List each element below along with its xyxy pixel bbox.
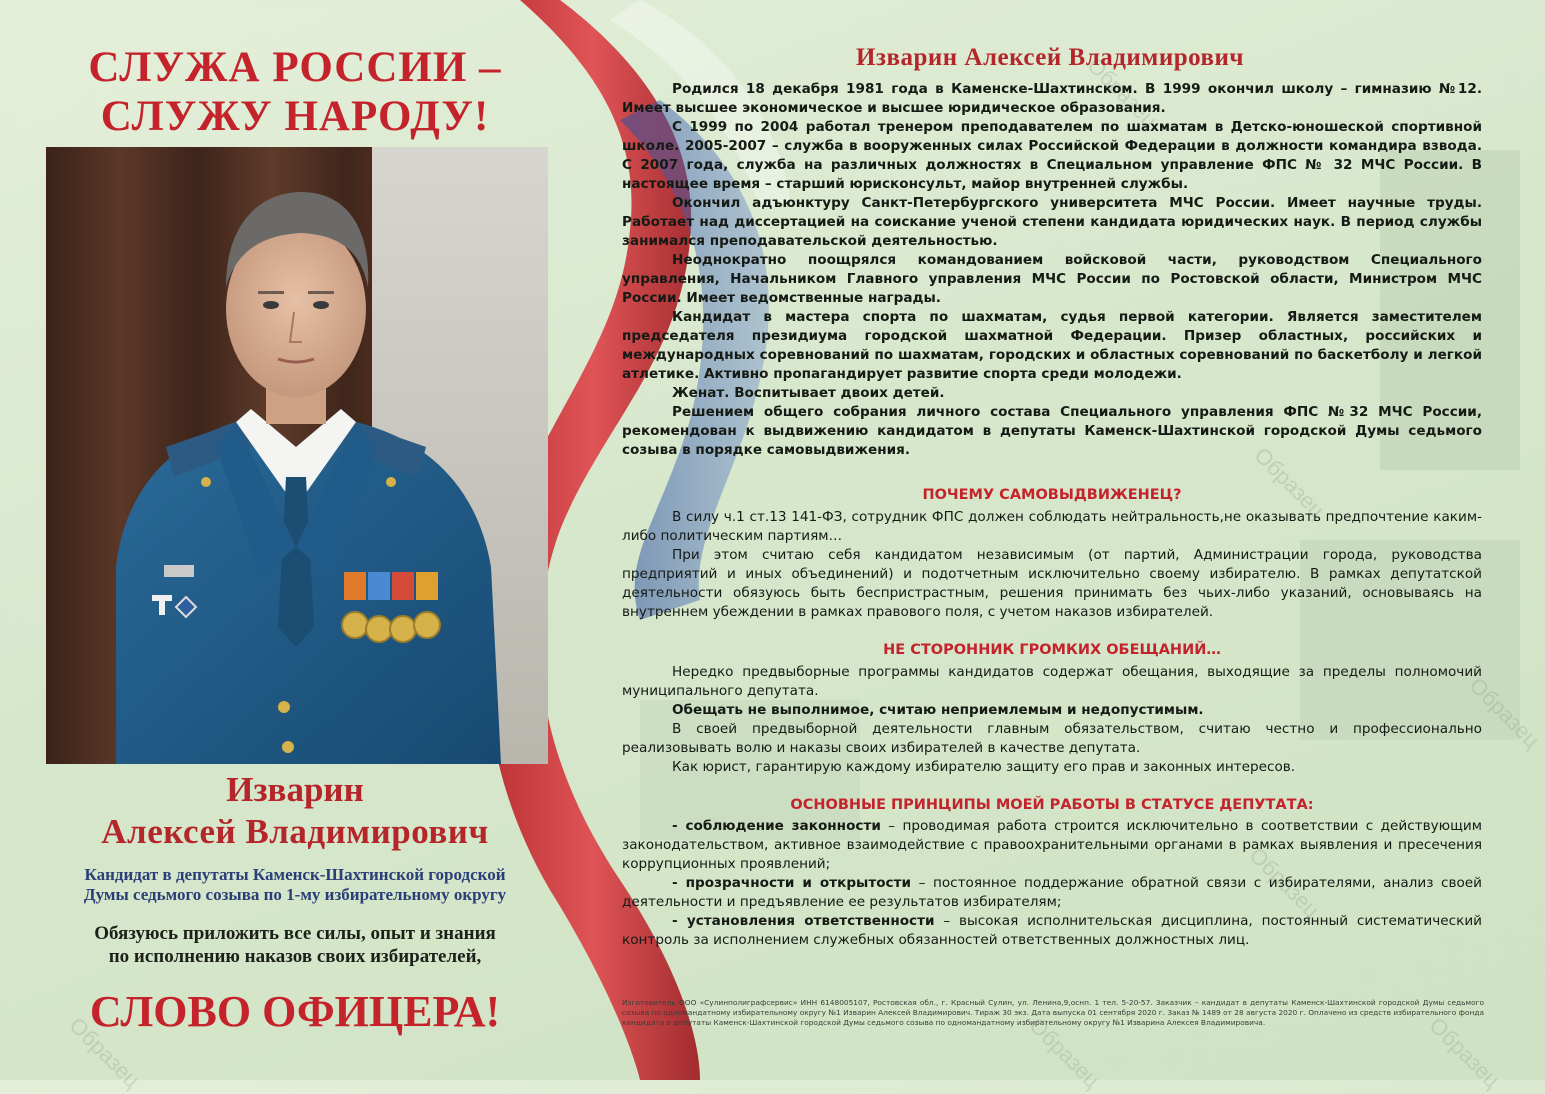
principle-item — [622, 874, 1482, 912]
principle-text: – высокая исполнительская дисциплина, постоянный систематический контроль за исполнением служебных обязанностей ответственных должностных лиц. — [622, 913, 1483, 948]
watermark: Образец — [1424, 1012, 1505, 1093]
section-why-self-nominated-text — [622, 508, 1482, 622]
section-principles-list — [622, 817, 1482, 950]
bio-paragraph: Кандидат в мастера спорта по шахматам, судья первой категории. Является заместителем председателя президиума городской шахматной Федерации. Призер областных, российских и международных соревнований по шахматам, городских и областных соревнований по баскетболу и легкой атлетике. Активно пропагандирует развитие спорта среди молодежи. — [622, 309, 1482, 382]
bio-paragraph: С 1999 по 2004 работал тренером преподавателем по шахматам в Детско-юношеской спортивной школе. 2005-2007 – служба в вооруженных силах Российской Федерации в должности командира взвода. С 2007 года, служба на различных должностях в Специальном управление ФПС № 32 МЧС России. В настоящее время – старший юрисконсульт, майор внутренней службы. — [622, 119, 1482, 192]
principle-lead: - прозрачности и открытости — [672, 875, 912, 891]
pledge-line-1: Обязуюсь приложить все силы, опыт и знания — [94, 923, 496, 944]
principle-text: – постоянное поддержание обратной связи с избирателями, анализ своей деятельности и предъявление ее результатов избирателям; — [622, 875, 1482, 910]
print-imprint — [622, 998, 1484, 1028]
section-paragraph: Как юрист, гарантирую каждому избирателю защиту его прав и законных интересов. — [672, 759, 1296, 775]
watermark: Образец — [1082, 52, 1163, 133]
section-paragraph-emphasis: Обещать не выполнимое, считаю неприемлемым и недопустимым. — [672, 702, 1204, 718]
candidate-name-patronymic: Алексей Владимирович — [101, 812, 489, 851]
principle-lead: - соблюдение законности — [672, 818, 881, 834]
watermark: Образец — [1249, 442, 1330, 523]
slogan-line-2: СЛУЖУ НАРОДУ! — [100, 93, 490, 140]
bio-paragraph: Родился 18 декабря 1981 года в Каменске-Шахтинском. В 1999 окончил школу – гимназию №12. Имеет высшее экономическое и высшее юридическое образования. — [622, 81, 1482, 116]
candidate-surname: Изварин — [226, 770, 364, 809]
slogan-line-1: СЛУЖА РОССИИ – — [88, 44, 502, 91]
section-paragraph: Нередко предвыборные программы кандидатов содержат обещания, выходящие за пределы полномочий муниципального депутата. — [622, 664, 1482, 699]
bio-title: Изварин Алексей Владимирович — [855, 44, 1245, 71]
candidate-subtitle-line-2: Думы седьмого созыва по 1-му избирательному округу — [83, 885, 507, 904]
section-paragraph: В своей предвыборной деятельности главным обязательством, считаю честно и профессионально реализовывать волю и наказы своих избирателей в качестве депутата. — [622, 721, 1482, 756]
watermark: Образец — [1464, 672, 1545, 753]
candidate-subtitle-line-1: Кандидат в депутаты Каменск-Шахтинской городской — [84, 865, 506, 884]
officer-word-slogan: СЛОВО ОФИЦЕРА! — [89, 987, 501, 1036]
watermark: Образец — [1244, 842, 1325, 923]
section-paragraph: В силу ч.1 ст.13 141-ФЗ, сотрудник ФПС должен соблюдать нейтральность,не оказывать предпочтение каким-либо политическим партиям… — [622, 509, 1482, 544]
section-no-loud-promises-title: НЕ СТОРОННИК ГРОМКИХ ОБЕЩАНИЙ… — [883, 642, 1221, 658]
section-principles-title: ОСНОВНЫЕ ПРИНЦИПЫ МОЕЙ РАБОТЫ В СТАТУСЕ ДЕПУТАТА: — [790, 797, 1314, 813]
section-why-self-nominated-title: ПОЧЕМУ САМОВЫДВИЖЕНЕЦ? — [922, 487, 1182, 503]
principle-item — [622, 817, 1482, 874]
watermark: Образец — [1024, 1012, 1105, 1093]
portrait-illustration — [46, 147, 548, 764]
pledge-line-2: по исполнению наказов своих избирателей, — [108, 946, 482, 967]
principle-text: – проводимая работа строится исключительно в соответствии с действующим законодательством, активное взаимодействие с правоохранительными органами в рамках выявления и пресечения коррупционных проявлений; — [622, 818, 1482, 872]
candidate-portrait-photo — [46, 147, 548, 764]
imprint-text: Изготовитель ООО «Сулинполиграфсервис» ИНН 6148005107, Ростовская обл., г. Красный Сулин, ул. Ленина,9,оснп. 1 тел. 5-20-57. Заказчик – кандидат в депутаты Каменск-Шахтинской городской Думы седьмого созыва по одномандатному избирательному округу №1 Изварин Алексей Владимирович. Тираж 30 экз. Дата выпуска 01 сентября 2020 г. Заказ № 1489 от 28 августа 2020 г. Оплачено из средств избирательного фонда кандидата в депутаты Каменск-Шахтинской городской Думы седьмого созыва по одномандатному избирательному округу №1 Изварина Алексея Владимировича. — [622, 998, 1484, 1027]
bio-paragraph: Окончил адъюнктуру Санкт-Петербургского университета МЧС России. Имеет научные труды. Работает над диссертацией на соискание ученой степени кандидата юридических наук. В период службы занимался преподавательской деятельностью. — [622, 195, 1482, 249]
principle-lead: - установления ответственности — [672, 913, 935, 929]
principle-item — [622, 912, 1482, 950]
bio-paragraph: Женат. Воспитывает двоих детей. — [672, 385, 945, 401]
bio-paragraph: Решением общего собрания личного состава Специального управления ФПС №32 МЧС России, рекомендован к выдвижению кандидатом в депутаты Каменск-Шахтинской городской Думы седьмого созыва в порядке самовыдвижения. — [622, 404, 1482, 458]
watermark: Образец — [64, 1012, 145, 1093]
bio-paragraph: Неоднократно поощрялся командованием войсковой части, руководством Специального управления, Начальником Главного управления МЧС России по Ростовской области, Министром МЧС России. Имеет ведомственные награды. — [622, 252, 1482, 306]
section-paragraph: При этом считаю себя кандидатом независимым (от партий, Администрации города, руководства предприятий и иных объединений) и подотчетным исключительно своему избирателю. В рамках депутатской деятельности обязуюсь быть беспристрастным, решения принимать без чьих-либо указаний, основываясь на внутреннем убеждении в рамках правового поля, с учетом наказов избирателей. — [622, 547, 1482, 620]
biography-text — [622, 80, 1482, 460]
section-no-loud-promises-text — [622, 663, 1482, 777]
